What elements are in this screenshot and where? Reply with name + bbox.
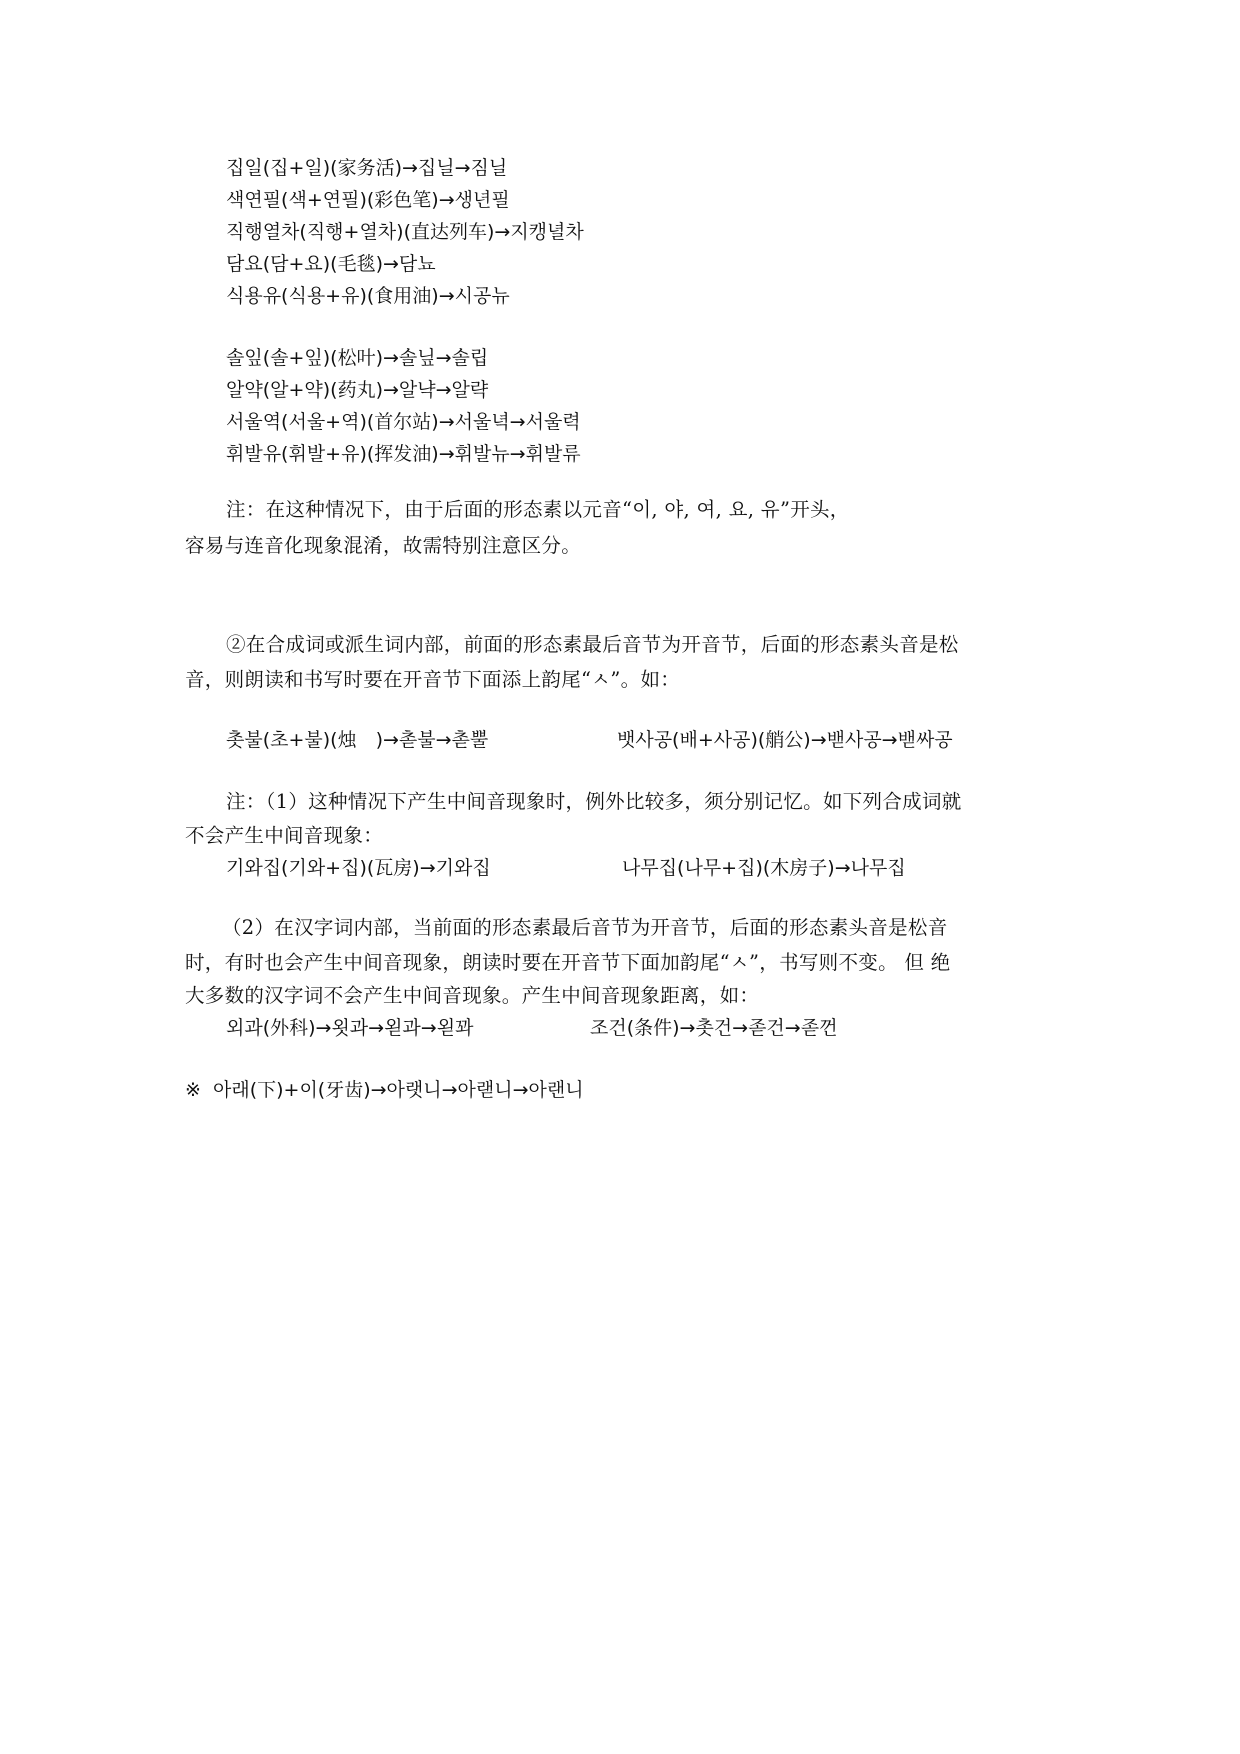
footnote: ※ 아래(下)+이(牙齿)→아랫니→아랟니→아랜니 [185, 1079, 584, 1101]
note-line: 注：在这种情况下，由于后面的形态素以元音“이, 야, 여, 요, 유”开头， [226, 498, 850, 521]
example-line: 집일(집+일)(家务活)→집닐→짐닐 [226, 157, 508, 179]
note-line: （2）在汉字词内部，当前面的形态素最后音节为开音节，后面的形态素头音是松音 [222, 916, 948, 939]
note-line: 大多数的汉字词不会产生中间音现象。产生中间音现象距离，如： [185, 984, 760, 1007]
rule-line: 音，则朗读和书写时要在开音节下面添上韵尾“ㅅ”。如： [185, 668, 681, 691]
example-line: 직행열차(직행+열차)(直达列车)→지캥녈차 [226, 221, 584, 243]
example-line: 나무집(나무+집)(木房子)→나무집 [622, 857, 906, 879]
note-line: 不会产生中间音现象： [185, 824, 384, 847]
example-line: 외과(外科)→욋과→왿과→왿꽈 [226, 1017, 474, 1039]
example-line: 서울역(서울+역)(首尔站)→서울녁→서울력 [226, 411, 581, 433]
example-line: 솔잎(솔+잎)(松叶)→솔닢→솔립 [226, 347, 489, 369]
example-line: 조건(条件)→촛건→졷건→졷껀 [590, 1017, 838, 1039]
example-line: 색연필(색+연필)(彩色笔)→생년필 [226, 189, 510, 211]
example-line: 뱃사공(배+사공)(艄公)→밷사공→밷싸공 [617, 729, 953, 751]
example-line: 기와집(기와+집)(瓦房)→기와집 [226, 857, 491, 879]
note-line: 注：（1）这种情况下产生中间音现象时，例外比较多，须分别记忆。如下列合成词就 [226, 790, 962, 813]
example-line: 휘발유(휘발+유)(挥发油)→휘발뉴→휘발류 [226, 443, 581, 465]
example-line: 담요(담+요)(毛毯)→담뇨 [226, 253, 436, 275]
note-line: 容易与连音化现象混淆，故需特别注意区分。 [185, 534, 582, 557]
rule-line: ②在合成词或派生词内部，前面的形态素最后音节为开音节，后面的形态素头音是松 [226, 633, 959, 656]
example-line: 식용유(식용+유)(食用油)→시공뉴 [226, 285, 510, 307]
example-line: 촛불(초+불)(烛 )→촏불→촏뿔 [226, 729, 489, 751]
example-line: 알약(알+약)(药丸)→알냑→알략 [226, 379, 489, 401]
note-line: 时，有时也会产生中间音现象，朗读时要在开音节下面加韵尾“ㅅ”，书写则不变。 但 绝 [185, 951, 951, 974]
